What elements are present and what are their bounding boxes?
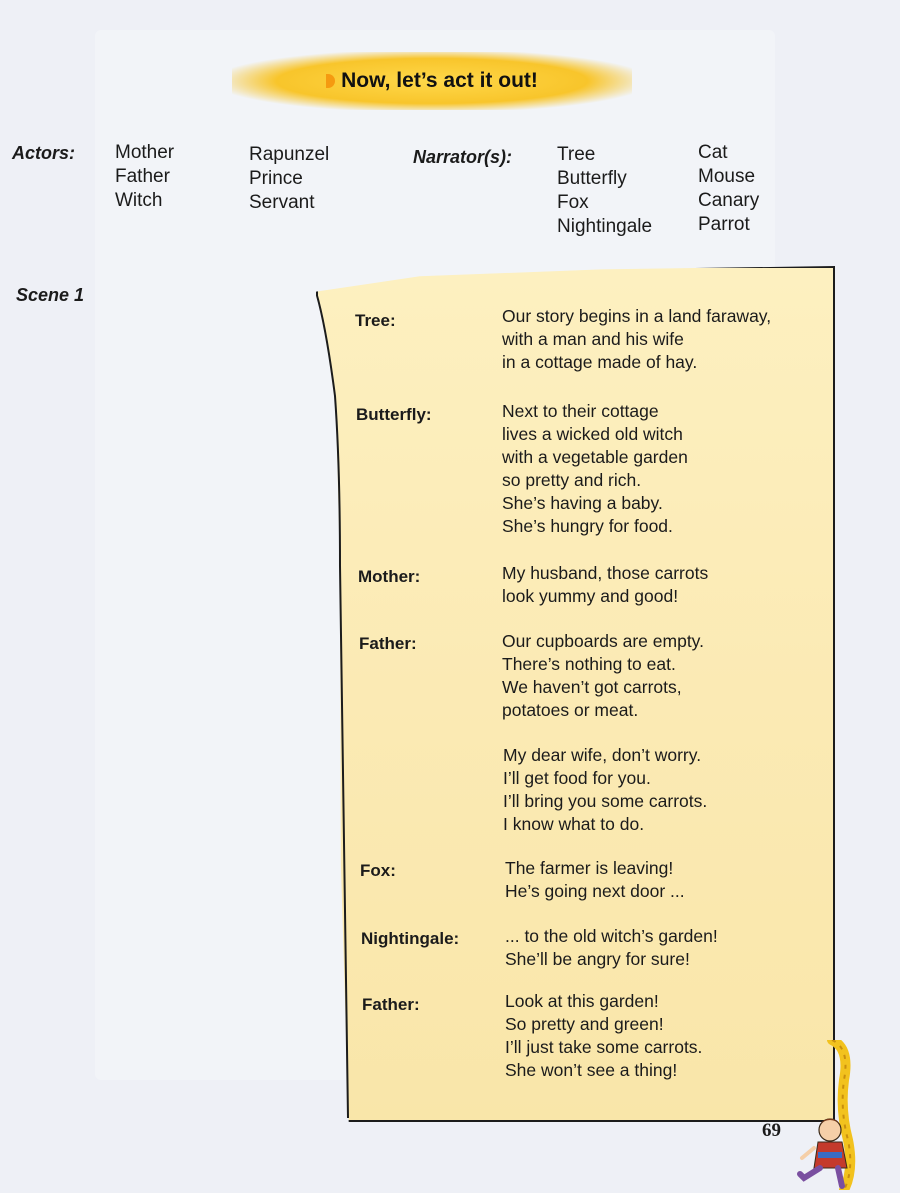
dialogue-line: Our story begins in a land faraway,: [502, 306, 772, 326]
dialogue-line: look yummy and good!: [502, 586, 679, 606]
actors-column-1: [115, 141, 174, 213]
narrators-label: Narrator(s):: [413, 147, 513, 167]
actor-name: Mother: [115, 142, 175, 163]
dialogue-line: The farmer is leaving!: [505, 858, 674, 878]
section-banner: [232, 52, 632, 110]
narrator-name: Tree: [557, 144, 596, 165]
speaker-butterfly: Butterfly:: [356, 405, 432, 424]
page-number: 69: [762, 1120, 781, 1141]
dialogue-line: Next to their cottage: [502, 401, 659, 421]
narrator-name: Parrot: [698, 214, 750, 235]
scene-label: Scene 1: [16, 285, 85, 305]
dialogue-tree: [502, 305, 771, 374]
dialogue-line: She’ll be angry for sure!: [505, 949, 690, 969]
dialogue-line: so pretty and rich.: [502, 470, 642, 490]
dialogue-line: with a vegetable garden: [502, 447, 688, 467]
dialogue-line: I’ll bring you some carrots.: [503, 791, 708, 811]
dialogue-line: I’ll just take some carrots.: [505, 1037, 703, 1057]
narrator-name: Mouse: [698, 166, 756, 187]
dialogue-line: We haven’t got carrots,: [502, 677, 682, 697]
dialogue-line: potatoes or meat.: [502, 700, 639, 720]
dialogue-nightingale: [505, 925, 718, 971]
banner-title: Now, let’s act it out!: [341, 69, 538, 92]
dialogue-father-3: [505, 990, 702, 1082]
dialogue-father-2: [503, 744, 707, 836]
actor-name: Witch: [115, 190, 163, 211]
speaker-father-2: Father:: [362, 995, 420, 1014]
dialogue-line: So pretty and green!: [505, 1014, 664, 1034]
dialogue-line: Look at this garden!: [505, 991, 659, 1011]
speaker-nightingale: Nightingale:: [361, 929, 460, 948]
dialogue-line: with a man and his wife: [502, 329, 684, 349]
dialogue-line: My dear wife, don’t worry.: [503, 745, 702, 765]
actor-name: Father: [115, 166, 170, 187]
dialogue-line: She won’t see a thing!: [505, 1060, 678, 1080]
dialogue-fox: [505, 857, 685, 903]
dialogue-mother: [502, 562, 708, 608]
actors-label: Actors:: [12, 143, 76, 163]
narrator-name: Nightingale: [557, 216, 653, 237]
banner-bullet-icon: [326, 74, 335, 88]
dialogue-father-1: [502, 630, 704, 722]
dialogue-line: ... to the old witch’s garden!: [505, 926, 718, 946]
narrators-column-1: [557, 143, 652, 239]
dialogue-line: He’s going next door ...: [505, 881, 685, 901]
speaker-tree: Tree:: [355, 311, 396, 330]
actor-name: Prince: [249, 168, 303, 189]
narrator-name: Butterfly: [557, 168, 627, 189]
dialogue-line: I’ll get food for you.: [503, 768, 651, 788]
dialogue-line: lives a wicked old witch: [502, 424, 683, 444]
speaker-fox: Fox:: [360, 861, 396, 880]
narrator-name: Cat: [698, 142, 728, 163]
dialogue-line: My husband, those carrots: [502, 563, 709, 583]
actor-name: Servant: [249, 192, 315, 213]
narrator-name: Fox: [557, 192, 589, 213]
actor-name: Rapunzel: [249, 144, 330, 165]
dialogue-line: Our cupboards are empty.: [502, 631, 704, 651]
dialogue-line: She’s hungry for food.: [502, 516, 673, 536]
dialogue-line: There’s nothing to eat.: [502, 654, 676, 674]
speaker-father: Father:: [359, 634, 417, 653]
dialogue-line: I know what to do.: [503, 814, 645, 834]
dialogue-butterfly: [502, 400, 688, 538]
dialogue-line: in a cottage made of hay.: [502, 352, 698, 372]
narrators-column-2: [698, 141, 759, 237]
narrator-name: Canary: [698, 190, 760, 211]
actors-column-2: [249, 143, 329, 215]
speaker-mother: Mother:: [358, 567, 421, 586]
rapunzel-character-illustration: [792, 1040, 872, 1190]
dialogue-line: She’s having a baby.: [502, 493, 663, 513]
